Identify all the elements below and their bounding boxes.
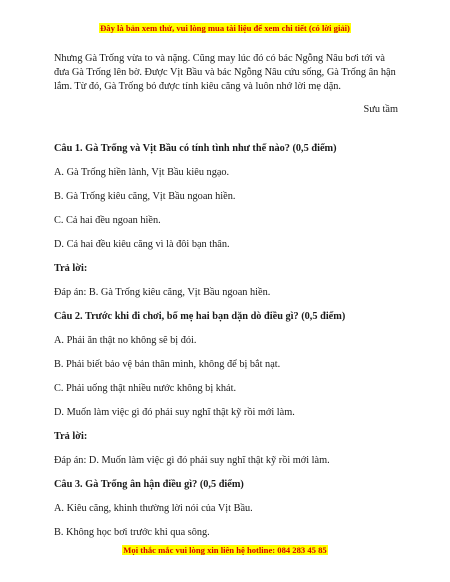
answer-option: C. Phải uống thật nhiều nước không bị khát. bbox=[54, 383, 237, 394]
answer-option: C. Cả hai đều ngoan hiền. bbox=[54, 215, 161, 226]
story-line: đưa Gà Trống lên bờ. Được Vịt Bầu và bác Ngỗng Nâu cứu sống, Gà Trống ân hận bbox=[54, 67, 396, 78]
question-3 bbox=[54, 478, 398, 540]
answer-text: Đáp án: D. Muốn làm việc gì đó phải suy nghĩ thật kỹ rồi mới làm. bbox=[54, 455, 330, 466]
preview-banner-text: Đây là bản xem thử, vui lòng mua tài liệu để xem chi tiết (có lời giải) bbox=[100, 23, 350, 33]
question-1 bbox=[54, 142, 398, 300]
question-title: Câu 3. Gà Trống ân hận điều gì? (0,5 điểm) bbox=[54, 479, 244, 490]
question-title: Câu 1. Gà Trống và Vịt Bầu có tính tình như thế nào? (0,5 điểm) bbox=[54, 143, 337, 154]
answer-option: A. Kiêu căng, khinh thường lời nói của Vịt Bầu. bbox=[54, 503, 253, 514]
question-title: Câu 2. Trước khi đi chơi, bố mẹ hai bạn dặn dò điều gì? (0,5 điểm) bbox=[54, 311, 346, 322]
answer-label: Trả lời: bbox=[54, 431, 88, 442]
answer-option: B. Phải biết bảo vệ bản thân mình, không để bị bắt nạt. bbox=[54, 359, 281, 370]
hotline-banner bbox=[0, 545, 450, 555]
story-line: lắm. Từ đó, Gà Trống bỏ được tính kiêu căng và luôn nhớ lời mẹ dặn. bbox=[54, 81, 341, 92]
answer-option: D. Muốn làm việc gì đó phải suy nghĩ thật kỹ rồi mới làm. bbox=[54, 407, 295, 418]
document-content bbox=[54, 52, 398, 540]
answer-label: Trả lời: bbox=[54, 263, 88, 274]
hotline-banner-text: Mọi thắc mắc vui lòng xin liên hệ hotline: 084 283 45 85 bbox=[123, 545, 327, 555]
answer-text: Đáp án: B. Gà Trống kiêu căng, Vịt Bầu ngoan hiền. bbox=[54, 287, 271, 298]
preview-banner bbox=[0, 23, 450, 33]
story-paragraph bbox=[54, 52, 398, 94]
answer-option: A. Gà Trống hiền lành, Vịt Bầu kiêu ngạo. bbox=[54, 167, 230, 178]
answer-option: A. Phải ăn thật no không sẽ bị đói. bbox=[54, 335, 197, 346]
story-line: Nhưng Gà Trống vừa to và nặng. Cũng may lúc đó có bác Ngỗng Nâu bơi tới và bbox=[54, 53, 385, 64]
answer-option: B. Gà Trống kiêu căng, Vịt Bầu ngoan hiền. bbox=[54, 191, 236, 202]
question-2 bbox=[54, 310, 398, 468]
answer-option: B. Không học bơi trước khi qua sông. bbox=[54, 527, 210, 538]
answer-option: D. Cả hai đều kiêu căng vì là đôi bạn thân. bbox=[54, 239, 230, 250]
story-source: Sưu tầm bbox=[363, 104, 398, 115]
